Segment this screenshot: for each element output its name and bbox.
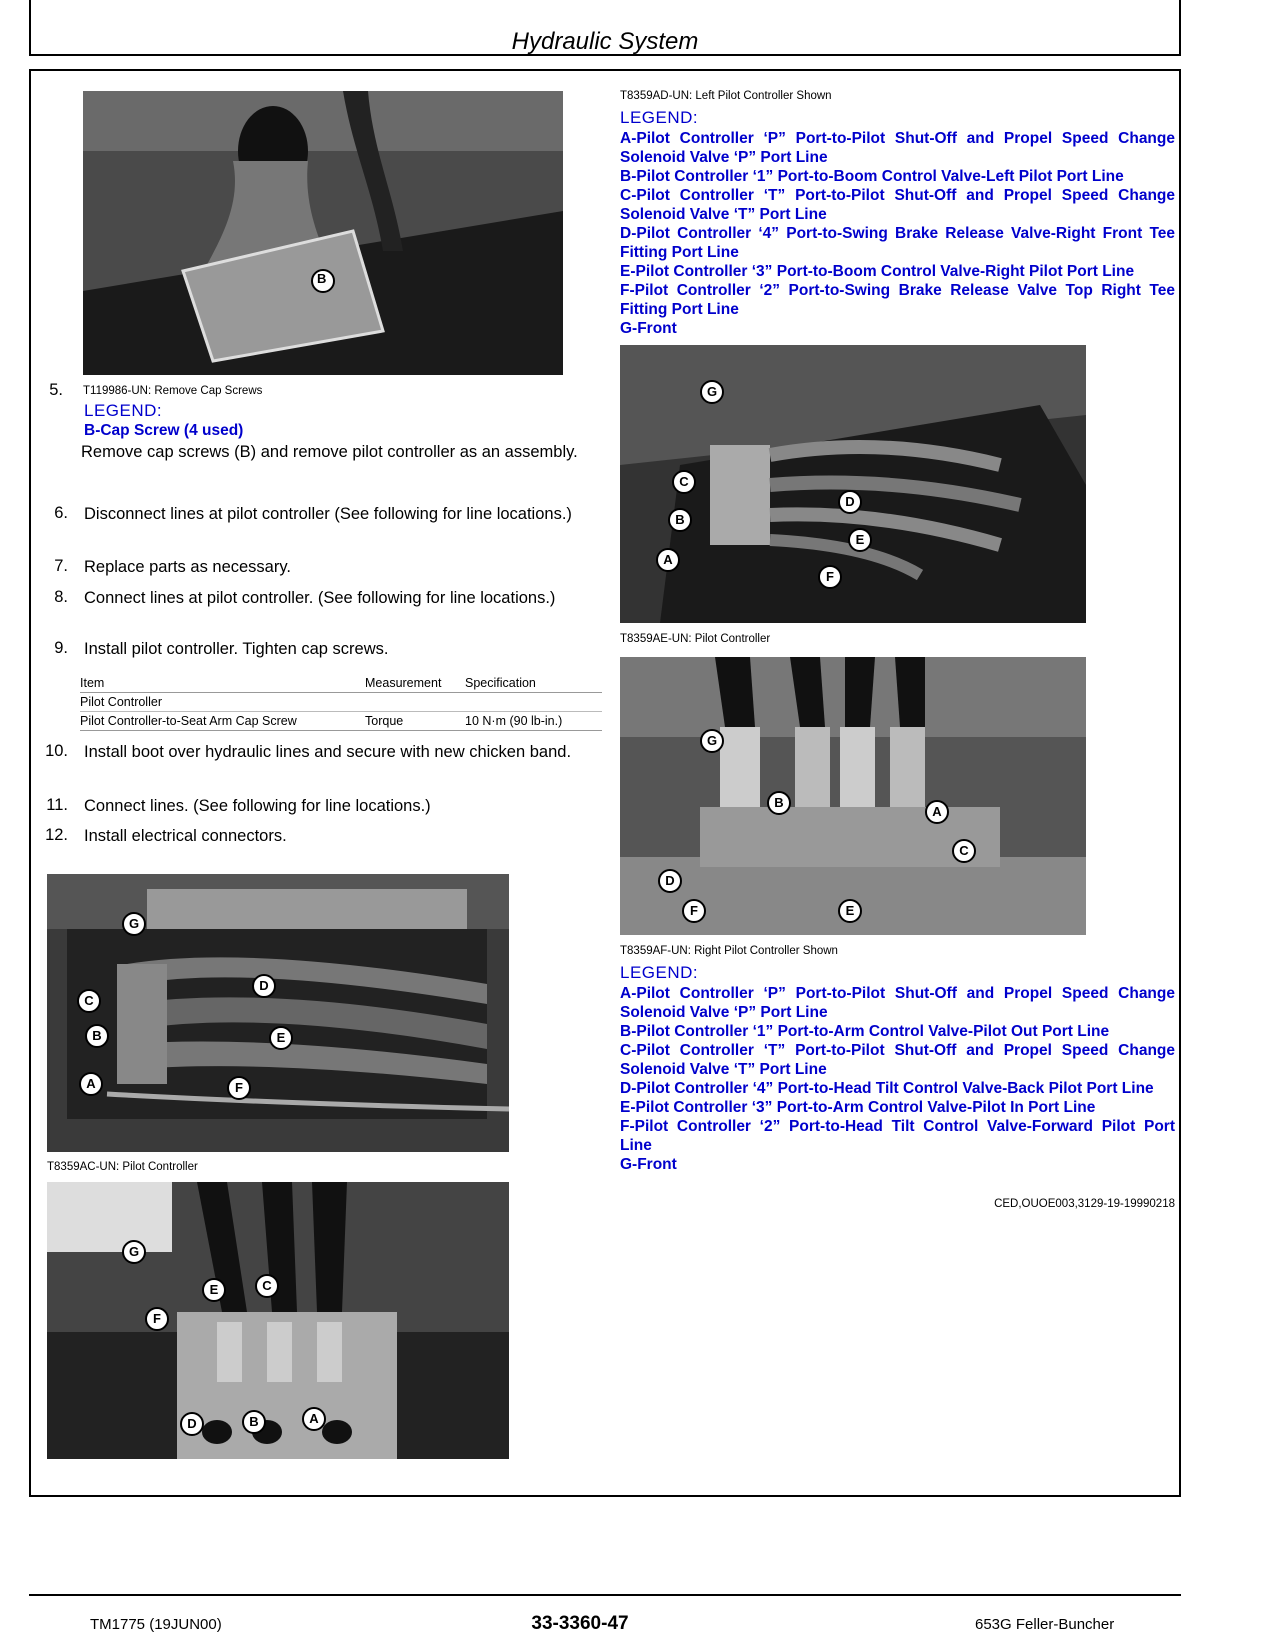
callout-label: C	[255, 1274, 279, 1298]
callout-label: E	[202, 1278, 226, 1302]
step-text: Remove cap screws (B) and remove pilot controller as an assembly.	[81, 443, 578, 461]
legend-item: E-Pilot Controller ‘3” Port-to-Arm Control Valve-Pilot In Port Line	[620, 1099, 1096, 1116]
photo1-caption: T119986-UN: Remove Cap Screws	[83, 385, 263, 397]
legend-item: E-Pilot Controller ‘3” Port-to-Boom Control Valve-Right Pilot Port Line	[620, 263, 1135, 280]
legend-item: D-Pilot Controller ‘4” Port-to-Head Tilt Control Valve-Back Pilot Port Line	[620, 1080, 1154, 1097]
callout-label: F	[227, 1076, 251, 1100]
manual-id: TM1775 (19JUN00)	[90, 1616, 222, 1633]
callout-label: C	[77, 989, 101, 1013]
step-number: 10.	[45, 742, 68, 760]
table-header: Item	[80, 676, 105, 690]
table-header: Measurement	[365, 676, 442, 690]
legend-heading: LEGEND:	[620, 108, 699, 127]
step-text: Install electrical connectors.	[84, 827, 287, 845]
callout-label: A	[302, 1407, 326, 1431]
step-text: Connect lines at pilot controller. (See following for line locations.)	[84, 589, 556, 607]
step-number: 8.	[54, 588, 68, 606]
machine-model: 653G Feller-Buncher	[975, 1616, 1115, 1633]
step-number: 12.	[45, 826, 68, 844]
callout-label: B	[767, 791, 791, 815]
callout-label: E	[269, 1026, 293, 1050]
step-text: Connect lines. (See following for line locations.)	[84, 797, 431, 815]
callout-label: D	[180, 1412, 204, 1436]
photo-pilot-controller-ac	[47, 874, 509, 1152]
callout-label: G	[122, 912, 146, 936]
callout-label: D	[838, 490, 862, 514]
step-text: Replace parts as necessary.	[84, 558, 291, 576]
legend-item: D-Pilot Controller ‘4” Port-to-Swing Brake Release Valve-Right Front Tee Fitting Port Line	[620, 225, 1175, 261]
callout-label: E	[838, 899, 862, 923]
table-cell: Torque	[365, 714, 404, 728]
table-group: Pilot Controller	[80, 695, 162, 709]
page-number: 33-3360-47	[531, 1613, 629, 1634]
step-number: 6.	[54, 504, 68, 522]
callout-label: D	[658, 869, 682, 893]
legend-item: A-Pilot Controller ‘P” Port-to-Pilot Shut-Off and Propel Speed Change Solenoid Valve ‘P” Port Line	[620, 985, 1175, 1021]
callout-label: G	[700, 729, 724, 753]
step-number: 5.	[49, 381, 63, 399]
legend-item: B-Pilot Controller ‘1” Port-to-Arm Control Valve-Pilot Out Port Line	[620, 1023, 1110, 1040]
legend-item: B-Cap Screw (4 used)	[84, 422, 244, 439]
legend-item: G-Front	[620, 320, 677, 337]
table-row	[80, 712, 602, 731]
step-number: 9.	[54, 639, 68, 657]
legend-item: F-Pilot Controller ‘2” Port-to-Head Tilt Control Valve-Forward Pilot Port Line	[620, 1118, 1175, 1154]
photo-ad-caption: T8359AD-UN: Left Pilot Controller Shown	[620, 90, 832, 102]
table-header: Specification	[465, 676, 536, 690]
callout-label: D	[252, 974, 276, 998]
legend-heading: LEGEND:	[620, 963, 699, 982]
photo-ac-caption: T8359AC-UN: Pilot Controller	[47, 1161, 198, 1173]
callout-label: G	[700, 380, 724, 404]
legend-item: C-Pilot Controller ‘T” Port-to-Pilot Shut-Off and Propel Speed Change Solenoid Valve ‘T” Port Line	[620, 1042, 1175, 1078]
callout-label: B	[668, 508, 692, 532]
photo-remove-cap-screws	[83, 91, 563, 375]
legend-item: G-Front	[620, 1156, 677, 1173]
page-header	[29, 0, 1181, 56]
step-number: 11.	[46, 796, 68, 814]
step-text: Install boot over hydraulic lines and secure with new chicken band.	[84, 743, 572, 761]
legend-ad	[620, 129, 1175, 338]
legend-item: F-Pilot Controller ‘2” Port-to-Swing Brake Release Valve Top Right Tee Fitting Port Line	[620, 282, 1175, 318]
callout-label: A	[79, 1072, 103, 1096]
legend-item: C-Pilot Controller ‘T” Port-to-Pilot Shut-Off and Propel Speed Change Solenoid Valve ‘T” Port Line	[620, 187, 1175, 223]
callout-label: F	[145, 1307, 169, 1331]
photo-af-caption: T8359AF-UN: Right Pilot Controller Shown	[620, 945, 838, 957]
reference-code: CED,OUOE003,3129-19-19990218	[994, 1198, 1175, 1210]
table-cell: Pilot Controller-to-Seat Arm Cap Screw	[80, 714, 297, 728]
photo-pilot-controller-ae	[620, 345, 1086, 623]
callout-label: B	[242, 1410, 266, 1434]
callout-label: C	[672, 470, 696, 494]
step-text: Disconnect lines at pilot controller (See following for line locations.)	[84, 505, 572, 523]
callout-label: C	[952, 839, 976, 863]
callout-label: A	[656, 548, 680, 572]
legend-af	[620, 984, 1175, 1174]
callout-label: F	[818, 565, 842, 589]
step-number: 7.	[54, 557, 68, 575]
legend-item: B-Pilot Controller ‘1” Port-to-Boom Control Valve-Left Pilot Port Line	[620, 168, 1124, 185]
table-cell: 10 N·m (90 lb-in.)	[465, 714, 563, 728]
photo-ae-caption: T8359AE-UN: Pilot Controller	[620, 633, 771, 645]
page-title: Hydraulic System	[511, 28, 699, 55]
step-text: Install pilot controller. Tighten cap screws.	[84, 640, 389, 658]
callout-label: A	[925, 800, 949, 824]
callout-label: B	[85, 1024, 109, 1048]
callout-label: G	[122, 1240, 146, 1264]
legend-item: A-Pilot Controller ‘P” Port-to-Pilot Shut-Off and Propel Speed Change Solenoid Valve ‘P” Port Line	[620, 130, 1175, 166]
footer-rule	[29, 1594, 1181, 1596]
legend-heading: LEGEND:	[84, 401, 163, 420]
photo-pilot-controller-bottom	[47, 1182, 509, 1459]
spec-table	[80, 674, 602, 731]
photo-pilot-controller-af	[620, 657, 1086, 935]
callout-label: F	[682, 899, 706, 923]
callout-label: E	[848, 528, 872, 552]
callout-label: B	[317, 271, 327, 286]
